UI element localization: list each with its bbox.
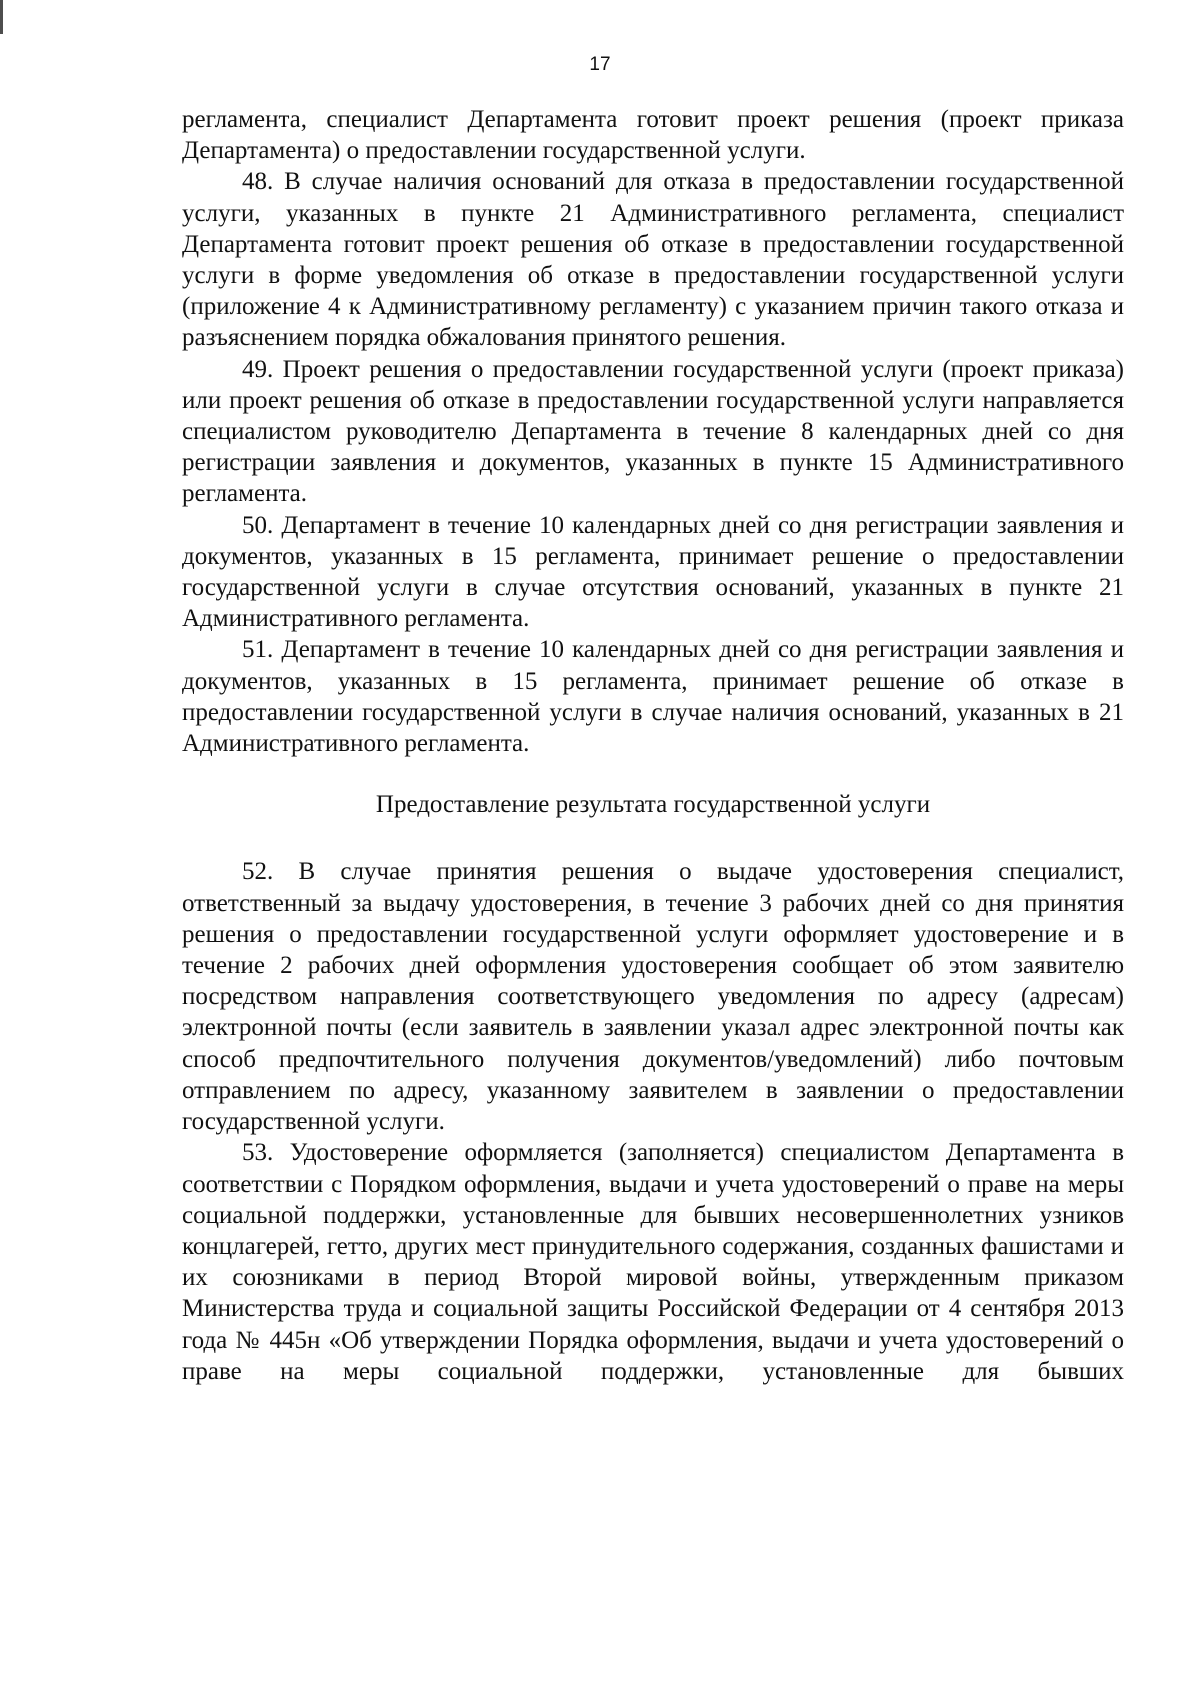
paragraph: регламента, специалист Департамента готовит проект решения (проект приказа Департамента) о предоставлении государственной услуги.	[182, 106, 1124, 165]
section-heading: Предоставление результата государственной услуги	[375, 791, 931, 819]
paragraph: 48. В случае наличия оснований для отказа в предоставлении государственной услуги, указанных в пункте 21 Административного регламента, специалист Департамента готовит проект решения об отказе в предоставлении государственной услуги в форме уведомления об отказе в предоставлении государственной услуги (приложение 4 к Административному регламенту) с указанием причин такого отказа и разъяснением порядка обжалования принятого решения.	[182, 168, 1124, 352]
paragraph: 52. В случае принятия решения о выдаче удостоверения специалист, ответственный за выдачу удостоверения, в течение 3 рабочих дней со дня принятия решения о предоставлении государственной услуги оформляет удостоверение и в течение 2 рабочих дней оформления удостоверения сообщает об этом заявителю посредством направления соответствующего уведомления по адресу (адресам) электронной почты (если заявитель в заявлении указал адрес электронной почты как способ предпочтительного получения документов/уведомлений) либо почтовым отправлением по адресу, указанному заявителем в заявлении о предоставлении государственной услуги.	[182, 858, 1124, 1136]
document-body	[182, 104, 1124, 1387]
paragraphs-before-heading	[182, 104, 1124, 759]
paragraphs-after-heading	[182, 856, 1124, 1386]
paragraph: 53. Удостоверение оформляется (заполняется) специалистом Департамента в соответствии с Порядком оформления, выдачи и учета удостоверений о праве на меры социальной поддержки, установленные для бывших несовершеннолетних узников концлагерей, гетто, других мест принудительного содержания, созданных фашистами и их союзниками в период Второй мировой войны, утвержденным приказом Министерства труда и социальной защиты Российской Федерации от 4 сентября 2013 года № 445н «Об утверждении Порядка оформления, выдачи и учета удостоверений о праве на меры социальной поддержки, установленные для бывших	[182, 1139, 1124, 1385]
scan-edge	[0, 0, 3, 1702]
paragraph: 49. Проект решения о предоставлении государственной услуги (проект приказа) или проект решения об отказе в предоставлении государственной услуги направляется специалистом руководителю Департамента в течение 8 календарных дней со дня регистрации заявления и документов, указанных в пункте 15 Административного регламента.	[182, 355, 1124, 508]
page-number: 17	[589, 54, 611, 75]
paragraph: 51. Департамент в течение 10 календарных дней со дня регистрации заявления и документов, указанных в 15 регламента, принимает решение об отказе в предоставлении государственной услуги в случае наличия оснований, указанных в 21 Административного регламента.	[182, 636, 1124, 758]
paragraph: 50. Департамент в течение 10 календарных дней со дня регистрации заявления и документов, указанных в 15 регламента, принимает решение о предоставлении государственной услуги в случае отсутствия оснований, указанных в пункте 21 Административного регламента.	[182, 511, 1124, 633]
